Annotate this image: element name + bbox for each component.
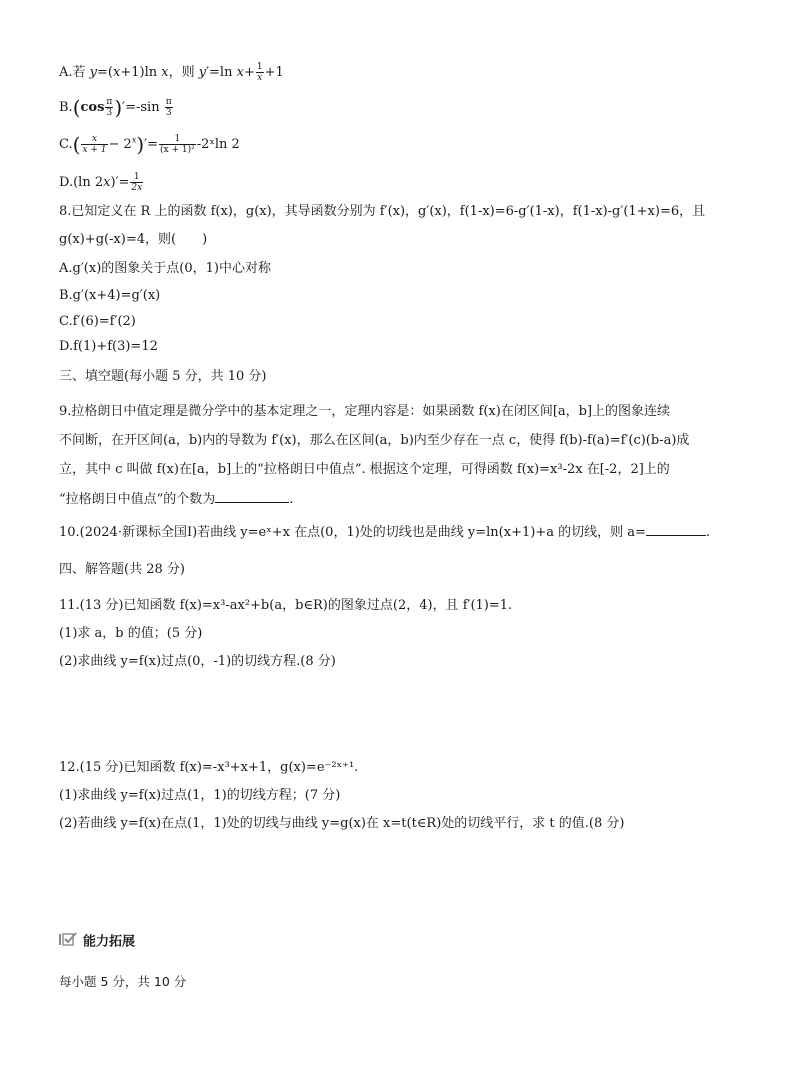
- fraction-denominator: x: [257, 73, 263, 83]
- q8-stem-line1: 8.已知定义在 R 上的函数 f(x)，g(x)，其导函数分别为 f′(x)，g′(x)，f(1-x)=6-g′(1-x)，f(1-x)-g′(1+x)=6，且: [59, 204, 706, 219]
- q8-option-b: B.g′(x+4)=g′(x): [59, 288, 161, 303]
- q8-stem-line2: g(x)+g(-x)=4，则( ): [59, 232, 208, 247]
- text: ′=ln: [206, 65, 237, 80]
- text: − 2: [108, 137, 132, 152]
- var: x: [112, 65, 121, 80]
- text: +1: [264, 65, 284, 80]
- text: .: [289, 492, 294, 507]
- fraction-numerator: π: [165, 97, 172, 107]
- fraction-numerator: 1: [130, 172, 143, 183]
- q12-part1: (1)求曲线 y=f(x)过点(1，1)的切线方程；(7 分): [59, 788, 341, 803]
- fraction-denominator: (x + 1)²: [160, 145, 195, 155]
- fraction-denominator: 3: [106, 108, 113, 118]
- q11-stem: 11.(13 分)已知函数 f(x)=x³-ax²+b(a，b∈R)的图象过点(2，4)，且 f′(1)=1.: [59, 598, 513, 613]
- text: “拉格朗日中值点”的个数为: [59, 492, 216, 507]
- fraction: [105, 97, 113, 118]
- q12-stem: 12.(15 分)已知函数 f(x)=-x³+x+1，g(x)=e⁻²ˣ⁺¹.: [59, 760, 359, 775]
- var: y: [198, 65, 207, 80]
- q9-line2: 不间断，在开区间(a，b)内的导数为 f′(x)，那么在区间(a，b)内至少存在一点 c，使得 f(b)-f(a)=f′(c)(b-a)成: [59, 433, 690, 448]
- option-c: [59, 134, 240, 155]
- section-heading-answer: 四、解答题(共 28 分): [59, 562, 185, 577]
- text: +: [243, 65, 255, 80]
- section-heading-fill-in: 三、填空题(每小题 5 分，共 10 分): [59, 369, 267, 384]
- option-a-prefix: A.若: [59, 65, 90, 80]
- text: )′=: [110, 175, 130, 190]
- section-title: 能力拓展: [83, 934, 136, 950]
- section-heading-extension: [59, 932, 135, 952]
- paren-open: (: [72, 95, 81, 120]
- fraction-denominator: 2x: [131, 183, 143, 193]
- fraction: [81, 134, 107, 155]
- superscript: x: [131, 135, 137, 145]
- q12-part2: (2)若曲线 y=f(x)在点(1，1)处的切线与曲线 y=g(x)在 x=t(t∈R)处的切线平行，求 t 的值.(8 分): [59, 816, 625, 831]
- answer-blank[interactable]: [215, 490, 289, 503]
- fraction-numerator: π: [106, 97, 113, 107]
- fraction-denominator: 3: [165, 108, 172, 118]
- text: ，则: [168, 65, 199, 80]
- q9-line3: 立，其中 c 叫做 f(x)在[a，b]上的“拉格朗日中值点”. 根据这个定理，可得函数 f(x)=x³-2x 在[-2，2]上的: [59, 462, 670, 477]
- option-a: [59, 62, 284, 83]
- text: .: [705, 525, 711, 540]
- fraction: [130, 172, 143, 193]
- text: ′=-sin: [122, 100, 164, 115]
- text: =(: [97, 65, 113, 80]
- fraction: [159, 134, 196, 155]
- fraction: [165, 97, 173, 118]
- paren-open: (: [72, 132, 81, 157]
- section-extension-subtitle: 每小题 5 分，共 10 分: [59, 974, 187, 989]
- var: x: [236, 65, 244, 80]
- q9-line1: 9.拉格朗日中值定理是微分学中的基本定理之一，定理内容是：如果函数 f(x)在闭区间[a，b]上的图象连续: [59, 404, 671, 419]
- q8-option-a: A.g′(x)的图象关于点(0，1)中心对称: [59, 261, 271, 276]
- q10: [59, 523, 710, 542]
- text: ′=: [144, 137, 158, 152]
- answer-blank[interactable]: [646, 523, 706, 536]
- checkmark-icon: [59, 932, 77, 952]
- var: x: [103, 175, 111, 190]
- text: 10.(2024·新课标全国Ⅰ)若曲线 y=eˣ+x 在点(0，1)处的切线也是曲线 y=ln(x+1)+a 的切线，则 a=: [59, 525, 646, 540]
- option-c-prefix: C.: [59, 137, 73, 152]
- fraction-numerator: x: [81, 134, 107, 145]
- var: x: [161, 65, 169, 80]
- fraction-denominator: x + 1: [82, 145, 107, 155]
- fraction-numerator: 1: [159, 134, 196, 145]
- fraction-numerator: 1: [256, 62, 263, 72]
- text: -2ˣln 2: [196, 137, 240, 152]
- var: y: [89, 65, 98, 80]
- fraction: [256, 62, 264, 83]
- text: +1)ln: [120, 65, 162, 80]
- q8-option-d: D.f(1)+f(3)=12: [59, 339, 158, 354]
- q11-part2: (2)求曲线 y=f(x)过点(0，-1)的切线方程.(8 分): [59, 654, 336, 669]
- option-b: [59, 97, 174, 118]
- q8-option-c: C.f′(6)=f′(2): [59, 314, 136, 329]
- q11-part1: (1)求 a，b 的值；(5 分): [59, 626, 203, 641]
- q9-line4: [59, 490, 293, 509]
- option-b-prefix: B.: [59, 100, 73, 115]
- option-d: [59, 172, 144, 193]
- text: cos: [80, 100, 105, 115]
- option-d-prefix: D.(ln 2: [59, 175, 104, 190]
- paren-close: ): [136, 132, 145, 157]
- paren-close: ): [114, 95, 123, 120]
